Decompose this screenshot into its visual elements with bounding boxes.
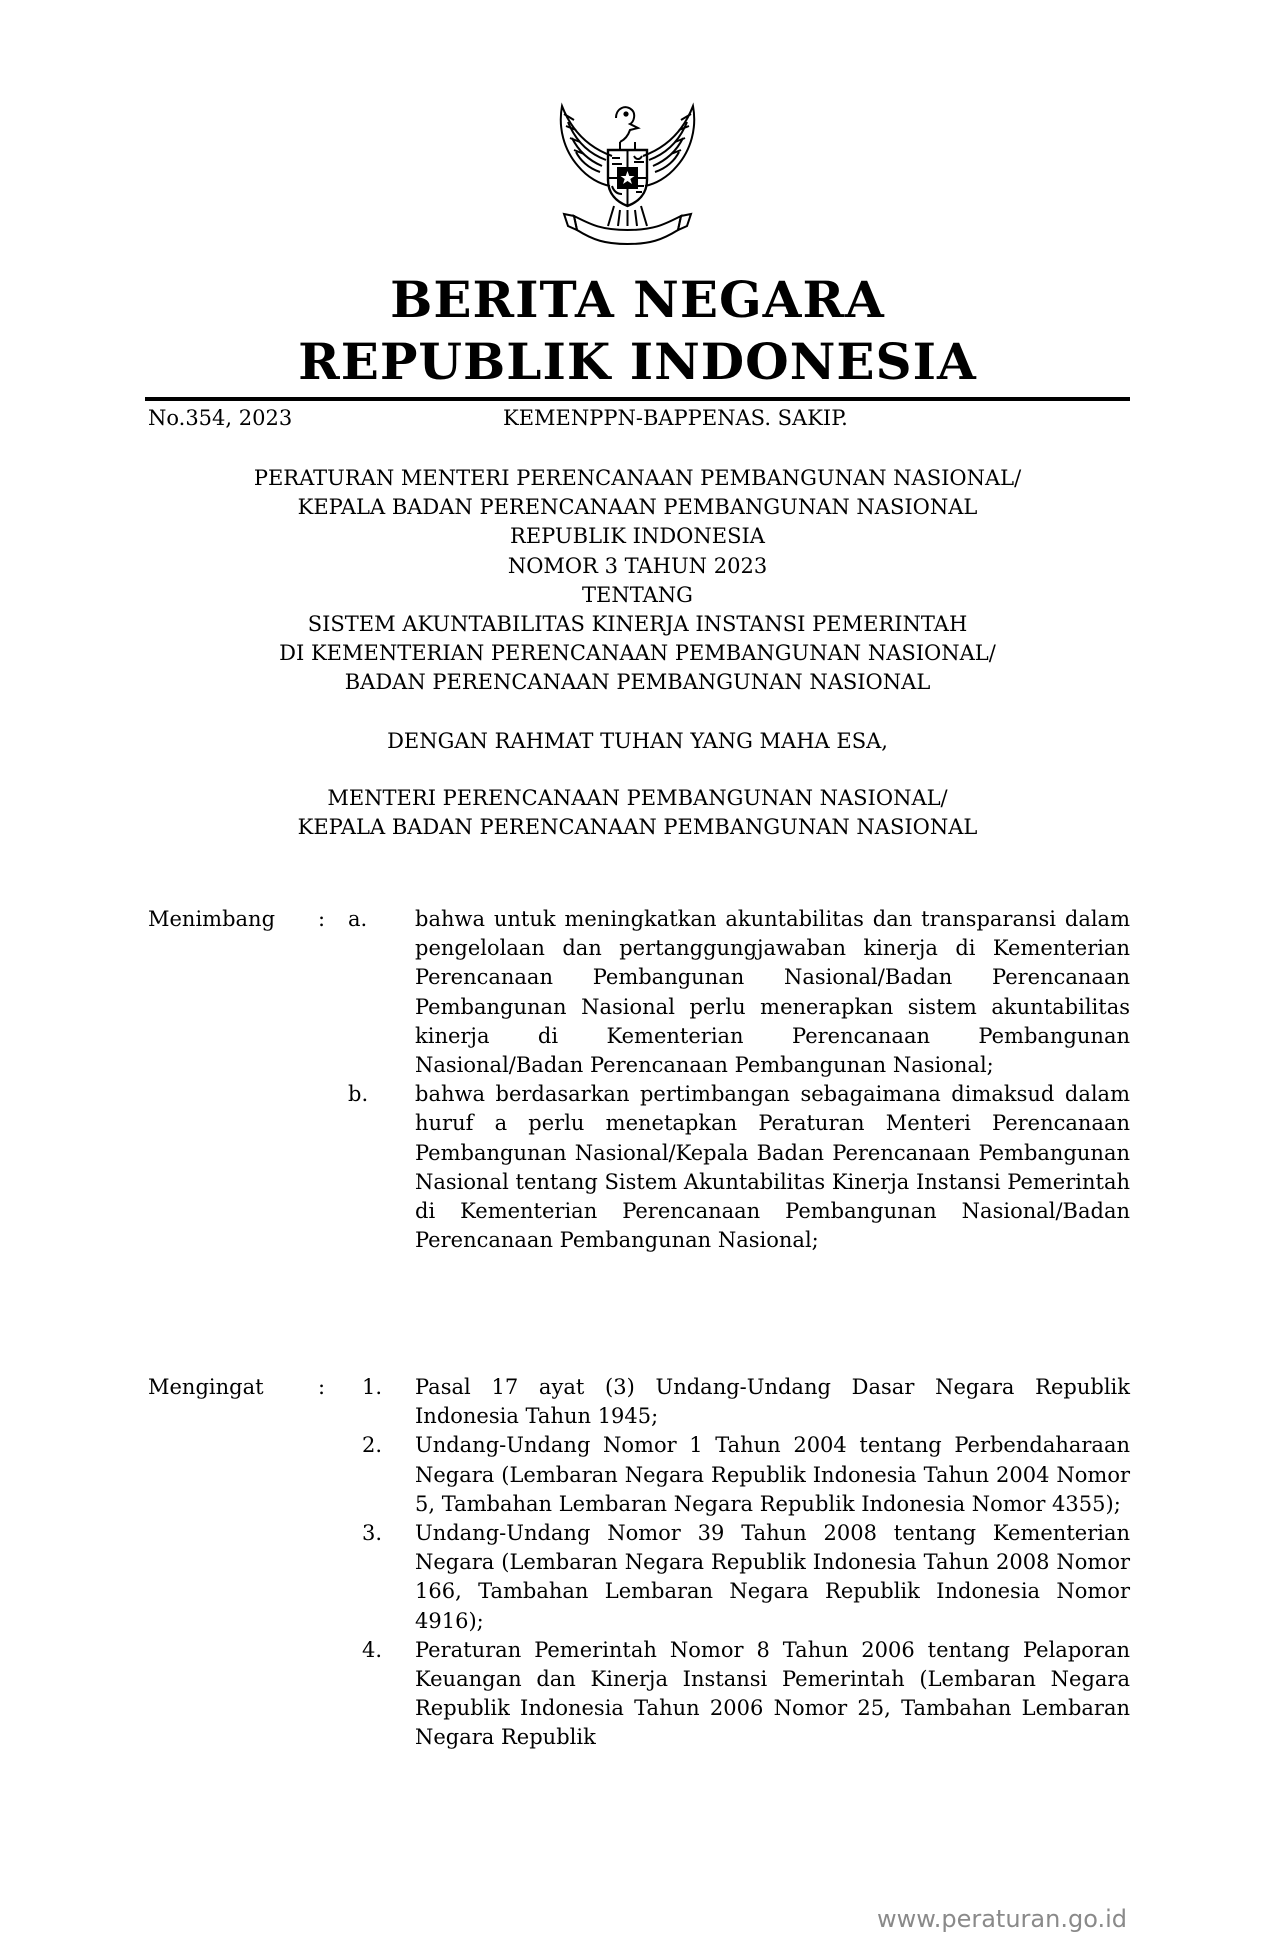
list-item	[148, 1636, 1130, 1753]
item-marker: 4.	[361, 1637, 382, 1662]
masthead-title-line2: REPUBLIK INDONESIA	[298, 332, 977, 391]
list-item	[148, 1431, 1130, 1519]
section-colon: :	[318, 907, 326, 931]
source-website-link[interactable]: www.peraturan.go.id	[877, 1905, 1127, 1933]
item-text: Pasal 17 ayat (3) Undang-Undang Dasar Negara Republik Indonesia Tahun 1945;	[415, 1375, 1130, 1429]
item-text: Undang-Undang Nomor 39 Tahun 2008 tentang Kementerian Negara (Lembaran Negara Republik Indonesia Tahun 2008 Nomor 166, Tambahan Lembaran Negara Republik Indonesia Nomor 4916);	[415, 1521, 1130, 1633]
section-label: Mengingat	[148, 1375, 264, 1399]
title-line: NOMOR 3 TAHUN 2023	[507, 553, 768, 578]
list-item	[148, 905, 1130, 1080]
title-line: TENTANG	[582, 582, 693, 607]
minister-line: MENTERI PERENCANAAN PEMBANGUNAN NASIONAL/	[327, 786, 948, 810]
title-line: PERATURAN MENTERI PERENCANAAN PEMBANGUNAN NASIONAL/	[253, 466, 1022, 490]
section-label: Menimbang	[148, 907, 276, 931]
item-marker: 2.	[361, 1433, 382, 1458]
menimbang-section	[148, 905, 1130, 1255]
title-line: DI KEMENTERIAN PERENCANAAN PEMBANGUNAN NASIONAL/	[279, 641, 996, 666]
gazette-number: No.354, 2023	[148, 406, 293, 430]
minister-heading	[145, 784, 1130, 842]
gazette-code: KEMENPPN-BAPPENAS. SAKIP.	[503, 406, 848, 430]
title-line: SISTEM AKUNTABILITAS KINERJA INSTANSI PEMERINTAH	[307, 612, 968, 637]
masthead-title-line1: BERITA NEGARA	[390, 270, 885, 329]
garuda-emblem-icon	[550, 98, 705, 248]
list-item	[148, 1373, 1130, 1431]
list-item	[148, 1519, 1130, 1636]
item-marker: b.	[348, 1082, 369, 1107]
mengingat-section	[148, 1373, 1130, 1753]
minister-line: KEPALA BADAN PERENCANAAN PEMBANGUNAN NASIONAL	[297, 815, 978, 840]
item-text: bahwa untuk meningkatkan akuntabilitas dan transparansi dalam pengelolaan dan pertanggungjawaban kinerja di Kementerian Perencanaan Pembangunan Nasional/Badan Perencanaan Pembangunan Nasional perlu menerapkan sistem akuntabilitas kinerja di Kementerian Perencanaan Pembangunan Nasional/Badan Perencanaan Pembangunan Nasional;	[415, 907, 1130, 1078]
title-line: BADAN PERENCANAAN PEMBANGUNAN NASIONAL	[344, 670, 931, 695]
item-marker: 3.	[361, 1521, 382, 1546]
item-marker: 1.	[361, 1375, 382, 1399]
title-line: REPUBLIK INDONESIA	[510, 524, 765, 549]
item-text: Undang-Undang Nomor 1 Tahun 2004 tentang Perbendaharaan Negara (Lembaran Negara Republik Indonesia Tahun 2004 Nomor 5, Tambahan Lembaran Negara Republik Indonesia Nomor 4355);	[415, 1433, 1130, 1516]
title-line: KEPALA BADAN PERENCANAAN PEMBANGUNAN NASIONAL	[297, 495, 978, 520]
regulation-title	[145, 464, 1130, 698]
item-marker: a.	[348, 907, 368, 931]
item-text: Peraturan Pemerintah Nomor 8 Tahun 2006 tentang Pelaporan Keuangan dan Kinerja Instansi Pemerintah (Lembaran Negara Republik Indonesia Tahun 2006 Nomor 25, Tambahan Lembaran Negara Republik	[415, 1637, 1130, 1750]
section-colon: :	[318, 1375, 326, 1399]
item-text: bahwa berdasarkan pertimbangan sebagaimana dimaksud dalam huruf a perlu menetapkan Peraturan Menteri Perencanaan Pembangunan Nasional/Kepala Badan Perencanaan Pembangunan Nasional tentang Sistem Akuntabilitas Kinerja Instansi Pemerintah di Kementerian Perencanaan Pembangunan Nasional/Badan Perencanaan Pembangunan Nasional;	[415, 1082, 1130, 1253]
masthead-divider	[145, 397, 1130, 401]
rahmat-line: DENGAN RAHMAT TUHAN YANG MAHA ESA,	[387, 729, 888, 753]
list-item	[148, 1080, 1130, 1255]
